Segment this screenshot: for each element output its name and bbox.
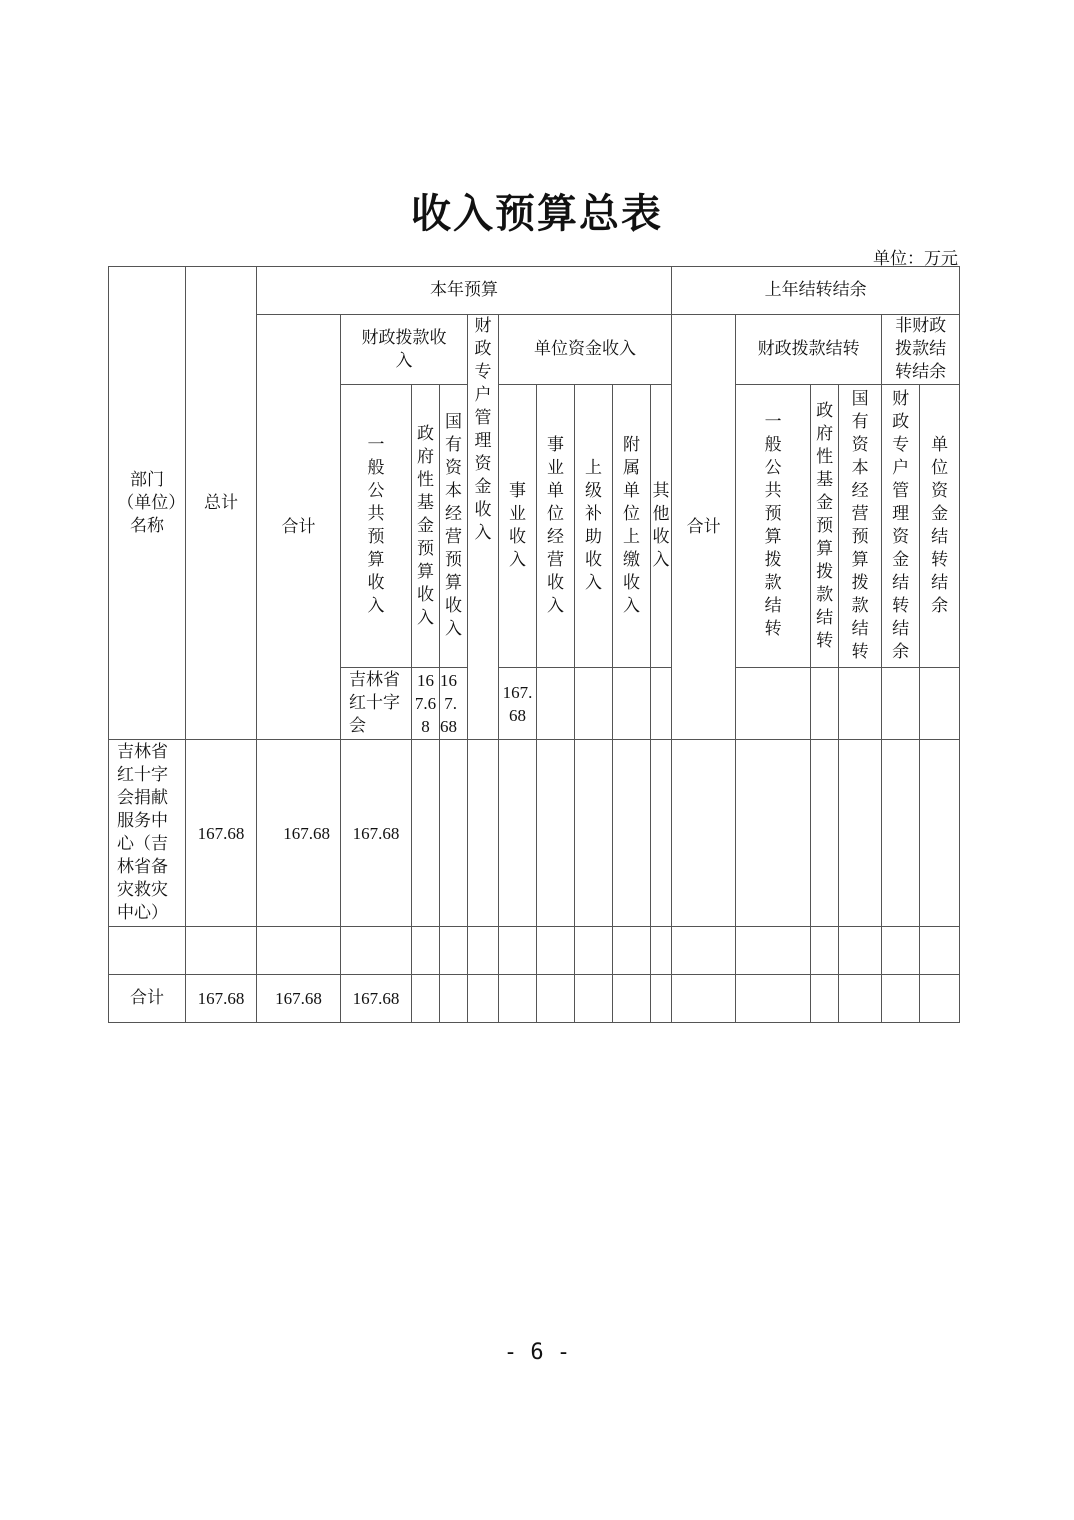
header-prev-general-carryover: 一般公共预算拨款结转	[736, 385, 811, 668]
row-current-sum: 167.68	[440, 668, 468, 740]
header-prev-nonfiscal-carryover: 非财政拨款结转结余	[882, 315, 960, 385]
footer-total: 167.68	[186, 975, 257, 1023]
header-superior-subsidy-income: 上级补助收入	[575, 385, 613, 668]
row-total: 167.68	[412, 668, 440, 740]
header-unit-funds-income: 单位资金收入	[499, 315, 672, 385]
footer-label: 合计	[109, 975, 186, 1023]
page-number: - 6 -	[503, 1340, 571, 1365]
row-dept-name	[109, 927, 186, 975]
page-title: 收入预算总表	[411, 191, 663, 237]
header-total: 总计	[186, 267, 257, 740]
row-general-budget: 167.68	[499, 668, 537, 740]
row-dept-name: 吉林省红十字会	[341, 668, 412, 740]
row-total: 167.68	[186, 740, 257, 927]
unit-label: 单位：万元	[873, 249, 958, 269]
header-unit-operating-income: 事业单位经营收入	[537, 385, 575, 668]
row-dept-name: 吉林省红十字会捐献服务中心（吉林省备灾救灾中心）	[109, 740, 186, 927]
income-budget-table	[108, 266, 960, 1023]
footer-current-sum: 167.68	[257, 975, 341, 1023]
header-business-income: 事业收入	[499, 385, 537, 668]
header-prev-fiscal-carryover: 财政拨款结转	[736, 315, 882, 385]
header-prev-sum: 合计	[672, 315, 736, 740]
header-prev-year-carryover: 上年结转结余	[672, 267, 960, 315]
row-total	[186, 927, 257, 975]
header-prev-gov-fund-carryover: 政府性基金预算拨款结转	[811, 385, 839, 668]
header-current-year-budget: 本年预算	[257, 267, 672, 315]
header-general-public-budget-income: 一般公共预算收入	[341, 385, 412, 668]
header-current-sum: 合计	[257, 315, 341, 740]
header-other-income: 其他收入	[651, 385, 672, 668]
header-special-account-income: 财政专户管理资金收入	[468, 315, 499, 740]
row-general-budget	[341, 927, 412, 975]
table-row	[109, 740, 960, 927]
row-general-budget: 167.68	[341, 740, 412, 927]
header-fiscal-allocation-income: 财政拨款收入	[341, 315, 468, 385]
header-state-capital-budget-income: 国有资本经营预算收入	[440, 385, 468, 668]
row-current-sum: 167.68	[257, 740, 341, 927]
header-dept-name: 部门（单位）名称	[109, 267, 186, 740]
table-row	[109, 927, 960, 975]
header-prev-unit-funds-carryover: 单位资金结转结余	[920, 385, 960, 668]
table-footer-row	[109, 975, 960, 1023]
footer-general-budget: 167.68	[341, 975, 412, 1023]
header-prev-special-account-carryover: 财政专户管理资金结转结余	[882, 385, 920, 668]
header-gov-fund-budget-income: 政府性基金预算收入	[412, 385, 440, 668]
row-current-sum	[257, 927, 341, 975]
header-prev-state-capital-carryover: 国有资本经营预算拨款结转	[839, 385, 882, 668]
header-affiliated-unit-income: 附属单位上缴收入	[613, 385, 651, 668]
